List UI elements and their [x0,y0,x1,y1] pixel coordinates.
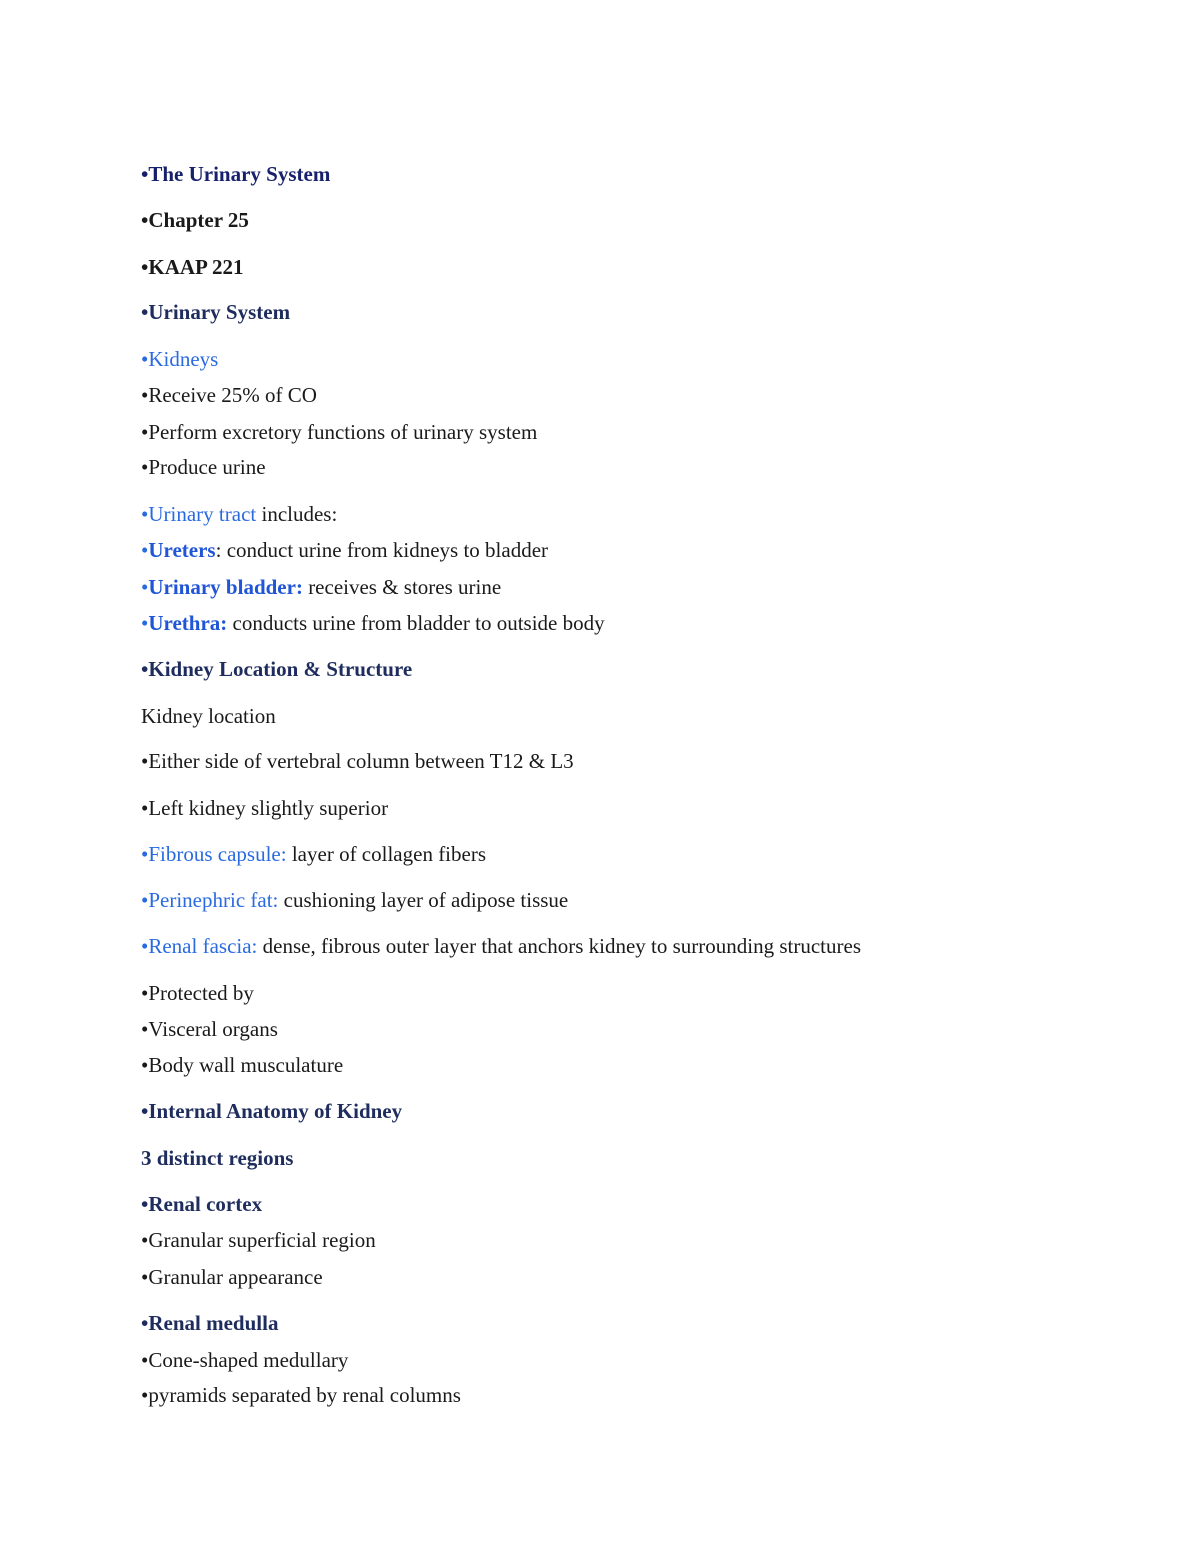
item-text: includes: [256,502,338,526]
item-text: Visceral organs [148,1017,278,1041]
bullet: • [141,796,149,820]
subheading-text: KAAP 221 [148,255,244,279]
bullet: • [141,502,149,526]
item-text: : conduct urine from kidneys to bladder [215,538,549,562]
bullet: • [141,981,149,1005]
heading-text: The Urinary System [148,162,331,186]
list-item [141,422,537,443]
item-text: Granular appearance [148,1265,323,1289]
list-item [141,1019,278,1040]
item-text: Either side of vertebral column between T12 & L3 [148,749,574,773]
heading-text: Renal medulla [148,1311,279,1335]
heading-text: Internal Anatomy of Kidney [148,1099,403,1123]
list-item [141,1055,343,1076]
bullet: • [141,657,149,681]
subheading-chapter [141,210,249,231]
heading-renal-cortex [141,1194,262,1215]
list-item-renal-fascia [141,936,861,957]
subheading-distinct-regions [141,1148,293,1169]
subheading-course [141,257,243,278]
bullet: • [141,538,149,562]
bullet: • [141,383,149,407]
bullet: • [141,1348,149,1372]
term-text: Urinary tract [148,502,257,526]
bullet: • [141,1053,149,1077]
list-item-fibrous-capsule [141,844,486,865]
bullet: • [141,1228,149,1252]
bullet: • [141,455,149,479]
term-text: Fibrous capsule: [148,842,287,866]
bullet: • [141,1099,149,1123]
subheading-text: 3 distinct regions [141,1146,294,1170]
term-text: Perinephric fat: [148,888,279,912]
item-text: Kidney location [141,704,276,728]
list-item-urethra [141,613,605,634]
item-text: cushioning layer of adipose tissue [278,888,569,912]
bullet: • [141,888,149,912]
heading-text: Urinary System [148,300,291,324]
list-item [141,798,388,819]
paragraph-kidney-location [141,706,276,727]
item-text: receives & stores urine [302,575,502,599]
heading-renal-medulla [141,1313,278,1334]
list-item [141,751,574,772]
bullet: • [141,1192,149,1216]
list-item-kidneys [141,349,218,370]
bullet: • [141,162,149,186]
item-text: Perform excretory functions of urinary system [148,420,538,444]
list-item [141,457,266,478]
bullet: • [141,1017,149,1041]
bullet: • [141,611,149,635]
term-text: Kidneys [148,347,219,371]
heading-text: Renal cortex [148,1192,263,1216]
bullet: • [141,255,149,279]
item-text: Cone-shaped medullary [148,1348,349,1372]
subheading-text: Chapter 25 [148,208,249,232]
heading-internal-anatomy [141,1101,402,1122]
item-text: conducts urine from bladder to outside body [227,611,605,635]
bullet: • [141,749,149,773]
item-text: Produce urine [148,455,266,479]
list-item-urinary-bladder [141,577,501,598]
item-text: dense, fibrous outer layer that anchors kidney to surrounding structures [257,934,861,958]
bullet: • [141,934,149,958]
heading-text: Kidney Location & Structure [148,657,413,681]
item-text: Protected by [148,981,254,1005]
heading-the-urinary-system [141,164,330,185]
list-item [141,983,254,1004]
bullet: • [141,1265,149,1289]
term-text: Ureters [148,538,216,562]
item-text: Granular superficial region [148,1228,376,1252]
list-item [141,385,317,406]
list-item [141,1230,376,1251]
bullet: • [141,208,149,232]
list-item [141,1350,348,1371]
term-text: Renal fascia: [148,934,258,958]
bullet: • [141,300,149,324]
list-item-urinary-tract [141,504,337,525]
heading-kidney-location-structure [141,659,412,680]
list-item [141,1267,323,1288]
term-text: Urethra: [148,611,228,635]
item-text: layer of collagen fibers [286,842,487,866]
list-item [141,1385,461,1406]
bullet: • [141,420,149,444]
bullet: • [141,1383,149,1407]
heading-urinary-system [141,302,290,323]
bullet: • [141,575,149,599]
bullet: • [141,347,149,371]
item-text: Receive 25% of CO [148,383,317,407]
term-text: Urinary bladder: [148,575,303,599]
list-item-perinephric-fat [141,890,568,911]
bullet: • [141,842,149,866]
bullet: • [141,1311,149,1335]
list-item-ureters [141,540,548,561]
item-text: Left kidney slightly superior [148,796,389,820]
item-text: pyramids separated by renal columns [148,1383,461,1407]
item-text: Body wall musculature [148,1053,344,1077]
